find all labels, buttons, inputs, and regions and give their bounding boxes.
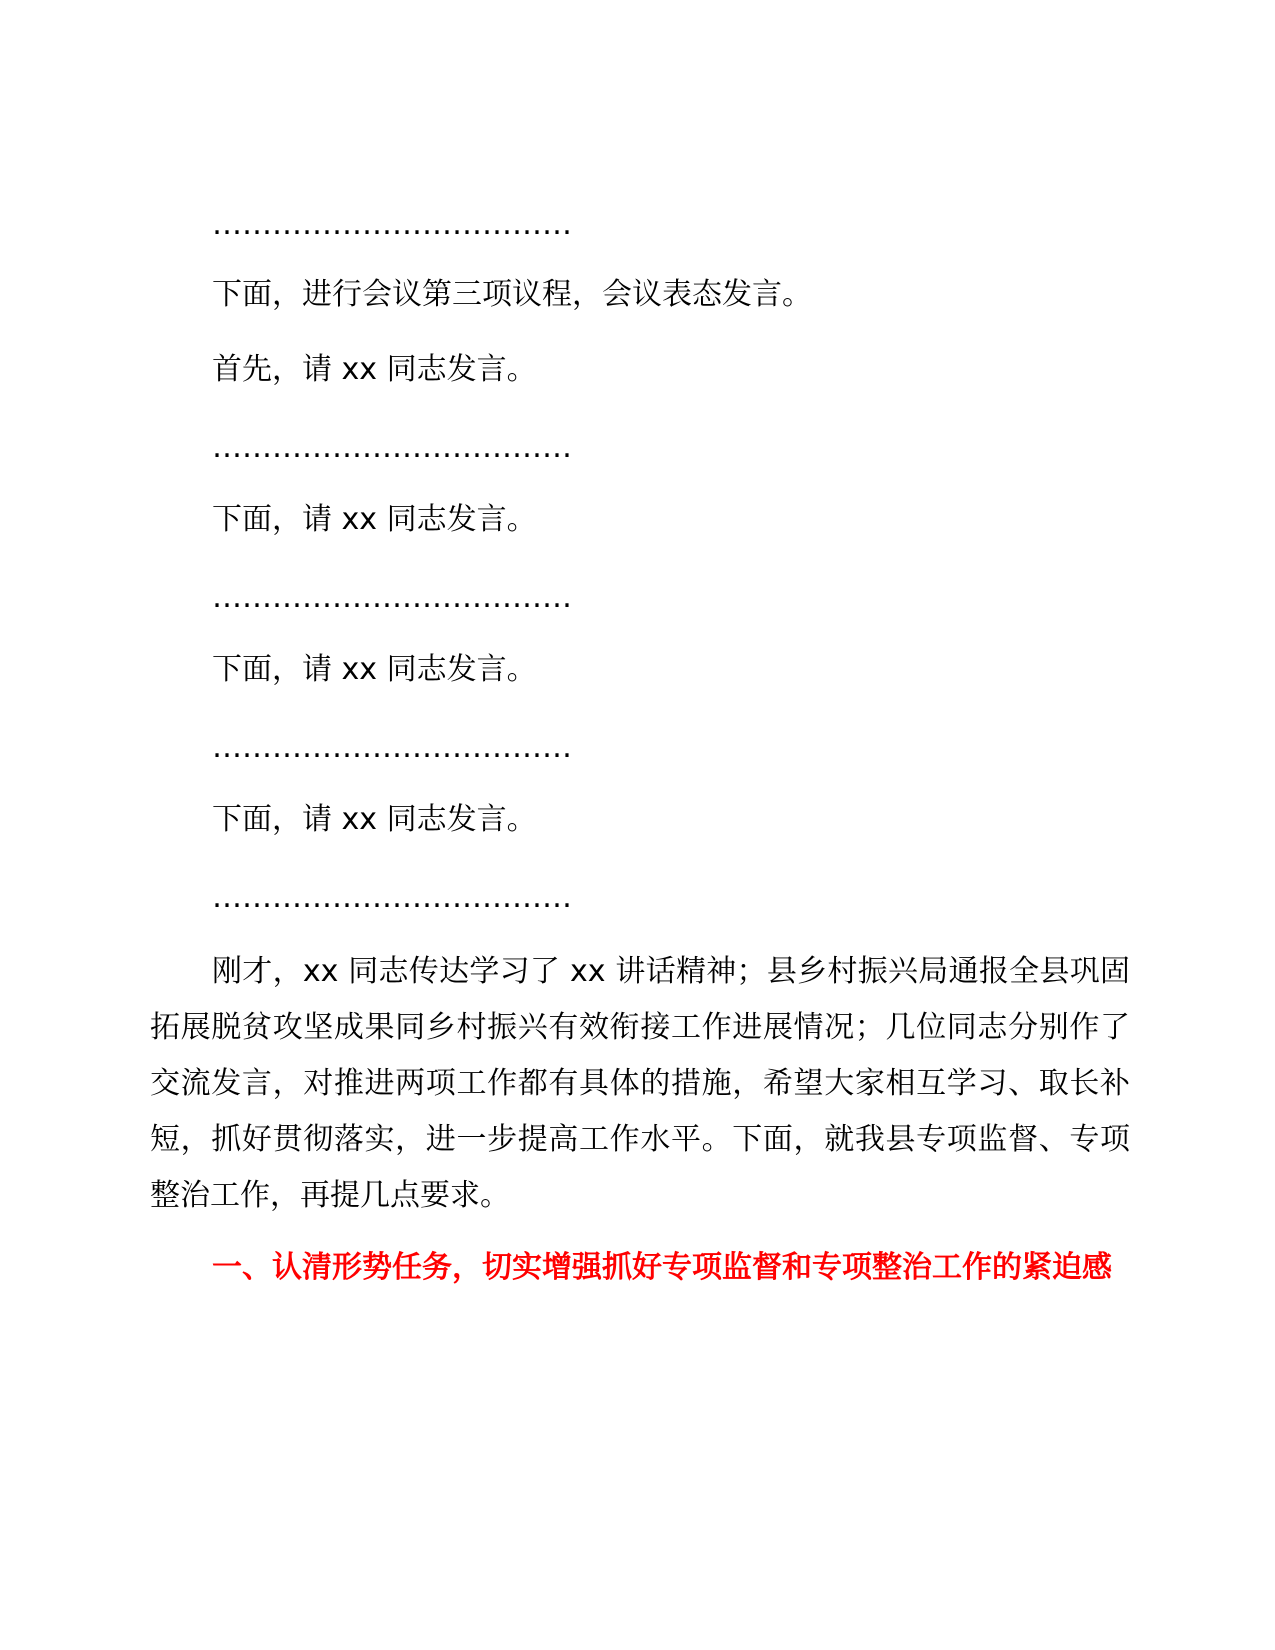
section-heading: 一、认清形势任务，切实增强抓好专项监督和专项整治工作的紧迫感 (212, 1250, 1112, 1285)
ellipsis-separator: ……………………………… (212, 430, 572, 465)
ellipsis-separator: ……………………………… (212, 880, 572, 915)
speaker-call: 首先，请 xx 同志发言。 (212, 352, 537, 387)
speaker-call: 下面，请 xx 同志发言。 (212, 652, 537, 687)
speaker-call: 下面，请 xx 同志发言。 (212, 502, 537, 537)
agenda-announcement: 下面，进行会议第三项议程，会议表态发言。 (212, 277, 812, 312)
ellipsis-separator: ……………………………… (212, 730, 572, 765)
speaker-call: 下面，请 xx 同志发言。 (212, 802, 537, 837)
ellipsis-separator: ……………………………… (212, 580, 572, 615)
summary-paragraph: 刚才，xx 同志传达学习了 xx 讲话精神；县乡村振兴局通报全县巩固拓展脱贫攻坚成果同乡村振兴有效衔接工作进展情况；几位同志分别作了交流发言，对推进两项工作都有具体的措施，希望大家相互学习、取长补短，抓好贯彻落实，进一步提高工作水平。下面，就我县专项监督、专项整治工作，再提几点要求。 (150, 954, 1130, 1213)
ellipsis-separator: ……………………………… (212, 207, 572, 242)
